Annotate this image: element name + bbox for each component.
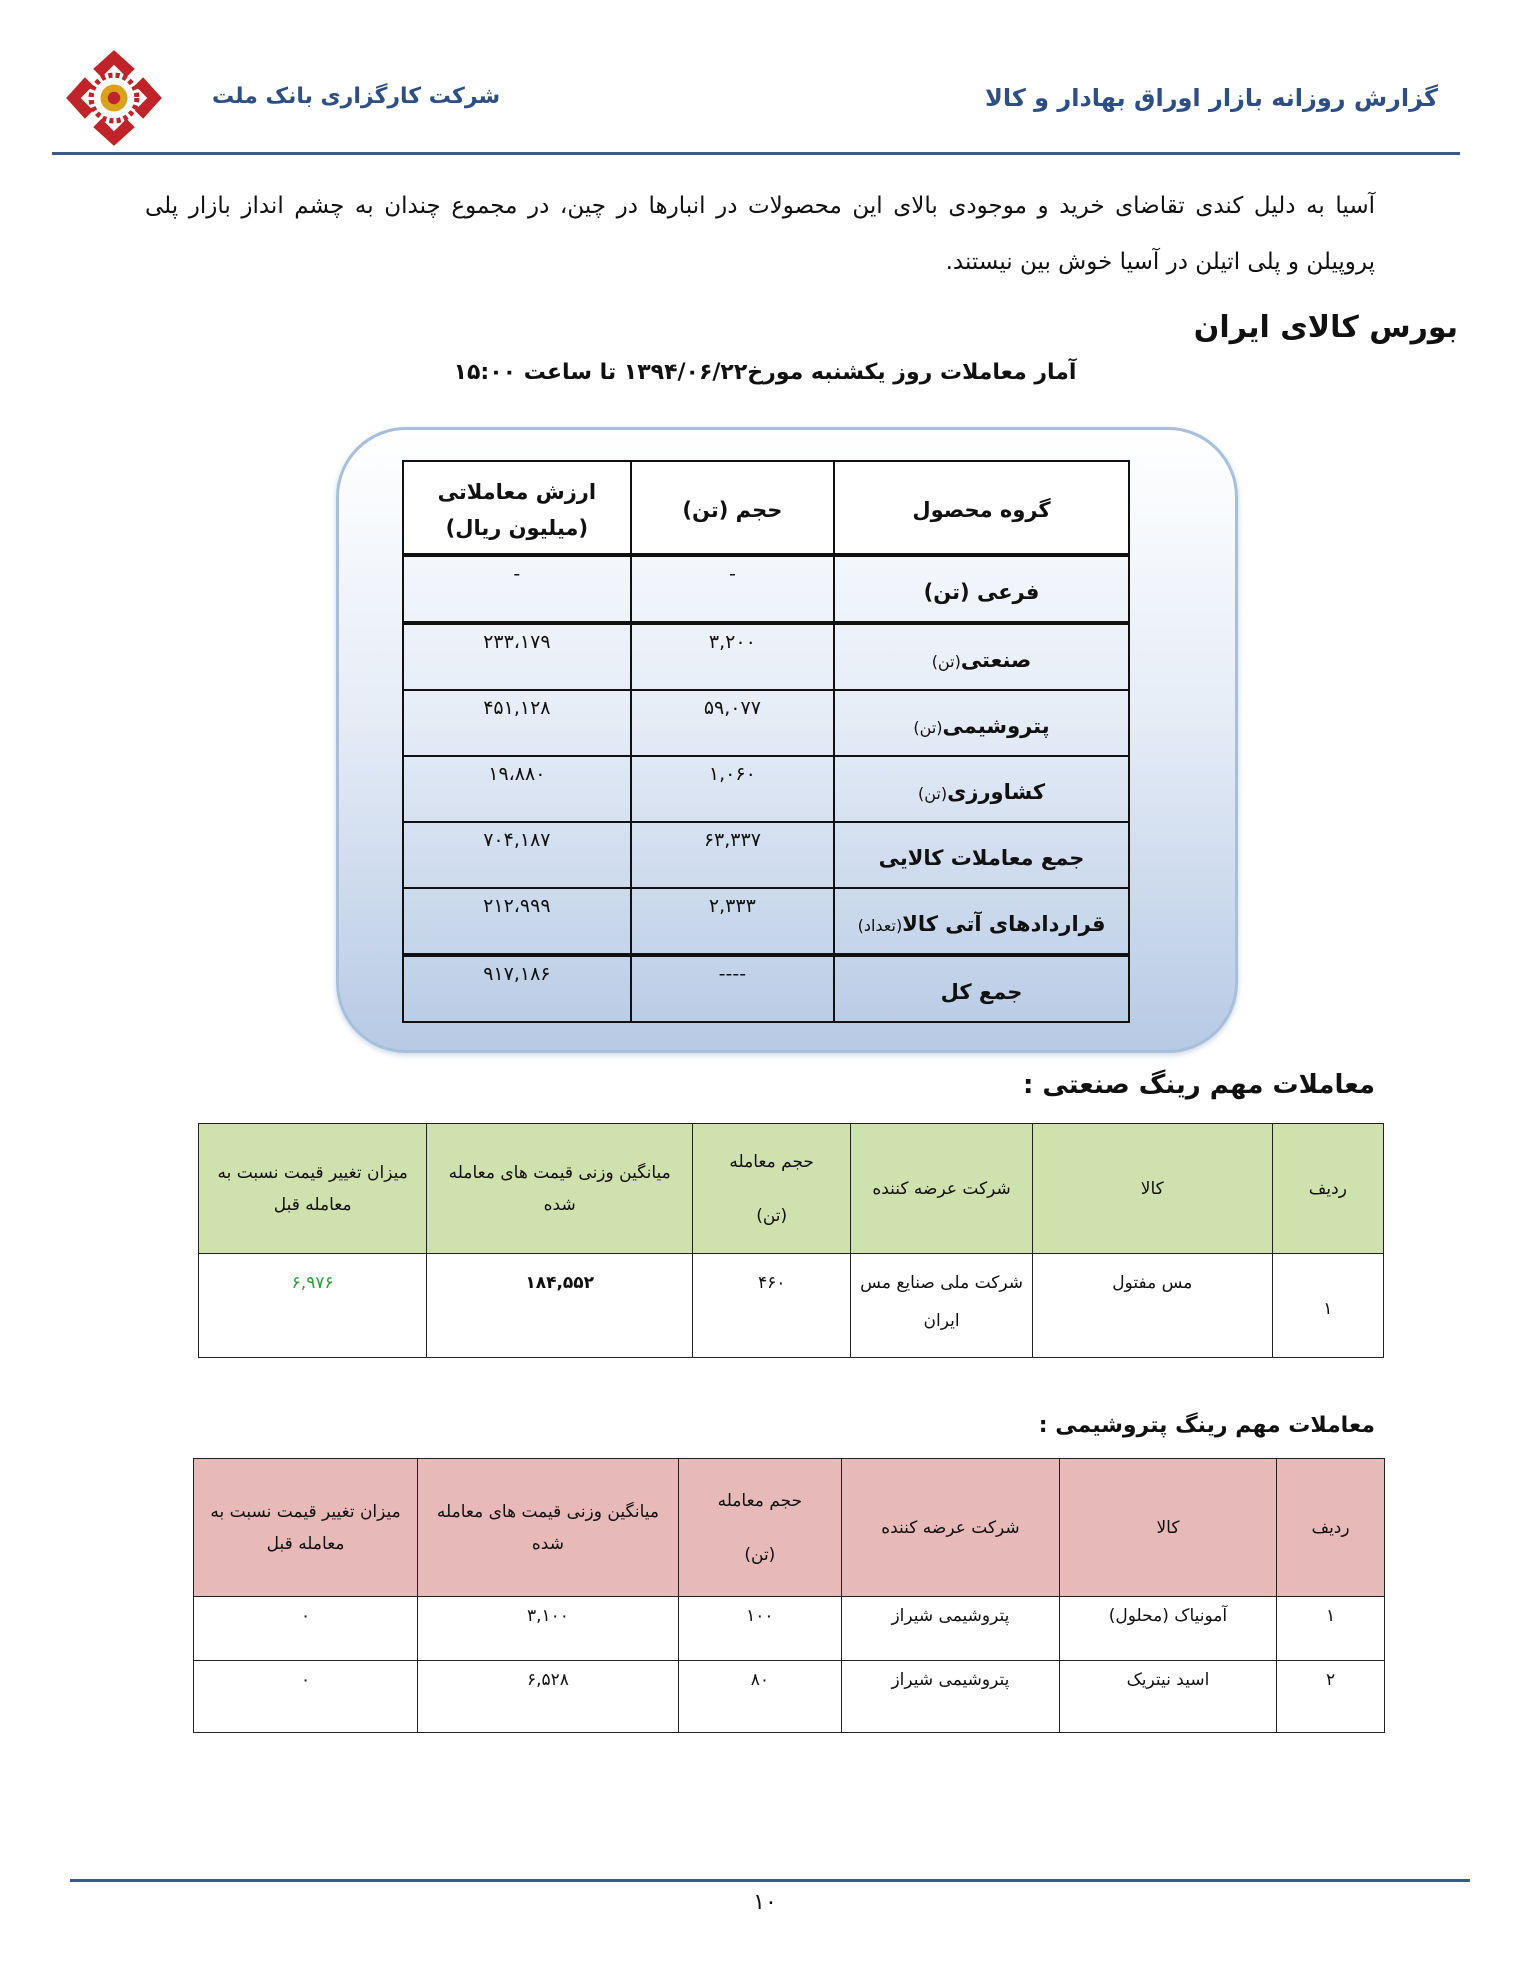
petro-title: معاملات مهم رینگ پتروشیمی : [1038, 1413, 1375, 1438]
header-company-name: شرکت کارگزاری بانک ملت [212, 84, 501, 109]
row-group: کشاورزی(تن) [834, 756, 1129, 822]
header-volume: حجم معامله (تن) [693, 1124, 851, 1254]
header-avg-price: میانگین وزنی قیمت های معامله شده [427, 1124, 693, 1254]
sanati-table [198, 1123, 1384, 1358]
footer-divider [70, 1879, 1470, 1882]
table-row [403, 888, 1129, 955]
table-row [199, 1254, 1384, 1358]
header-report-title: گزارش روزانه بازار اوراق بهادار و کالا [984, 84, 1438, 112]
row-group: جمع کل [834, 955, 1129, 1022]
header-price-change: میزان تغییر قیمت نسبت به معامله قبل [199, 1124, 427, 1254]
bank-mellat-logo-icon [62, 46, 166, 150]
table-row [403, 623, 1129, 690]
row-group: صنعتی(تن) [834, 623, 1129, 690]
row-number: ۱ [1272, 1254, 1383, 1358]
table-row [194, 1661, 1385, 1733]
row-avg-price: ۳,۱۰۰ [418, 1597, 678, 1661]
header-price-change: میزان تغییر قیمت نسبت به معامله قبل [194, 1459, 418, 1597]
row-volume: ۶۳,۳۳۷ [631, 822, 834, 888]
section-title: بورس کالای ایران [1193, 310, 1458, 345]
petro-table [193, 1458, 1385, 1733]
row-price-change: ۰ [194, 1661, 418, 1733]
header-avg-price: میانگین وزنی قیمت های معامله شده [418, 1459, 678, 1597]
row-volume: ۵۹,۰۷۷ [631, 690, 834, 756]
header-divider [52, 152, 1460, 155]
table-row [403, 555, 1129, 623]
header-row-number: ردیف [1272, 1124, 1383, 1254]
row-avg-price: ۱۸۴,۵۵۲ [427, 1254, 693, 1358]
row-group: فرعی (تن) [834, 555, 1129, 623]
header-volume: حجم (تن) [631, 461, 834, 555]
row-commodity: مس مفتول [1032, 1254, 1272, 1358]
stats-table-header [403, 461, 1129, 555]
row-group: جمع معاملات کالایی [834, 822, 1129, 888]
row-volume: ۸۰ [678, 1661, 841, 1733]
stats-title: آمار معاملات روز یکشنبه مورخ۱۳۹۴/۰۶/۲۲ تا ساعت ۱۵:۰۰ [453, 360, 1077, 385]
row-supplier: پتروشیمی شیراز [842, 1661, 1060, 1733]
header-supplier: شرکت عرضه کننده [851, 1124, 1033, 1254]
page-number: ۱۰ [753, 1890, 777, 1915]
header-commodity: کالا [1032, 1124, 1272, 1254]
table-row [194, 1597, 1385, 1661]
row-volume: ۳,۲۰۰ [631, 623, 834, 690]
sanati-title: معاملات مهم رینگ صنعتی : [1022, 1070, 1375, 1100]
row-value: ۴۵۱,۱۲۸ [403, 690, 631, 756]
row-supplier: شرکت ملی صنایع مس ایران [851, 1254, 1033, 1358]
row-number: ۱ [1277, 1597, 1385, 1661]
table-row [403, 756, 1129, 822]
row-volume: ۴۶۰ [693, 1254, 851, 1358]
row-volume: ---- [631, 955, 834, 1022]
row-value: - [403, 555, 631, 623]
table-row [403, 690, 1129, 756]
table-row [403, 822, 1129, 888]
header-volume: حجم معامله (تن) [678, 1459, 841, 1597]
row-commodity: آمونیاک (محلول) [1059, 1597, 1276, 1661]
row-volume: ۲,۳۳۳ [631, 888, 834, 955]
intro-paragraph: آسیا به دلیل کندی تقاضای خرید و موجودی بالای این محصولات در انبارها در چین، در مجموع چندان به چشم انداز بازار پلی پروپیلن و پلی اتیلن در آسیا خوش بین نیستند. [145, 193, 1375, 275]
row-supplier: پتروشیمی شیراز [842, 1597, 1060, 1661]
row-volume: ۱,۰۶۰ [631, 756, 834, 822]
row-volume: ۱۰۰ [678, 1597, 841, 1661]
petro-table-header [194, 1459, 1385, 1597]
sanati-table-header [199, 1124, 1384, 1254]
header-row-number: ردیف [1277, 1459, 1385, 1597]
row-number: ۲ [1277, 1661, 1385, 1733]
row-value: ۲۱۲،۹۹۹ [403, 888, 631, 955]
header-commodity: کالا [1059, 1459, 1276, 1597]
row-value: ۷۰۴,۱۸۷ [403, 822, 631, 888]
row-value: ۹۱۷,۱۸۶ [403, 955, 631, 1022]
row-price-change: ۶,۹۷۶ [199, 1254, 427, 1358]
row-commodity: اسید نیتریک [1059, 1661, 1276, 1733]
row-group: پتروشیمی(تن) [834, 690, 1129, 756]
row-avg-price: ۶,۵۲۸ [418, 1661, 678, 1733]
header-product-group: گروه محصول [834, 461, 1129, 555]
header-value: ارزش معاملاتی (میلیون ریال) [403, 461, 631, 555]
row-value: ۲۳۳،۱۷۹ [403, 623, 631, 690]
stats-table [402, 460, 1130, 1023]
header-supplier: شرکت عرضه کننده [842, 1459, 1060, 1597]
table-row [403, 955, 1129, 1022]
row-volume: - [631, 555, 834, 623]
row-value: ۱۹،۸۸۰ [403, 756, 631, 822]
row-group: قراردادهای آتی کالا(تعداد) [834, 888, 1129, 955]
row-price-change: ۰ [194, 1597, 418, 1661]
